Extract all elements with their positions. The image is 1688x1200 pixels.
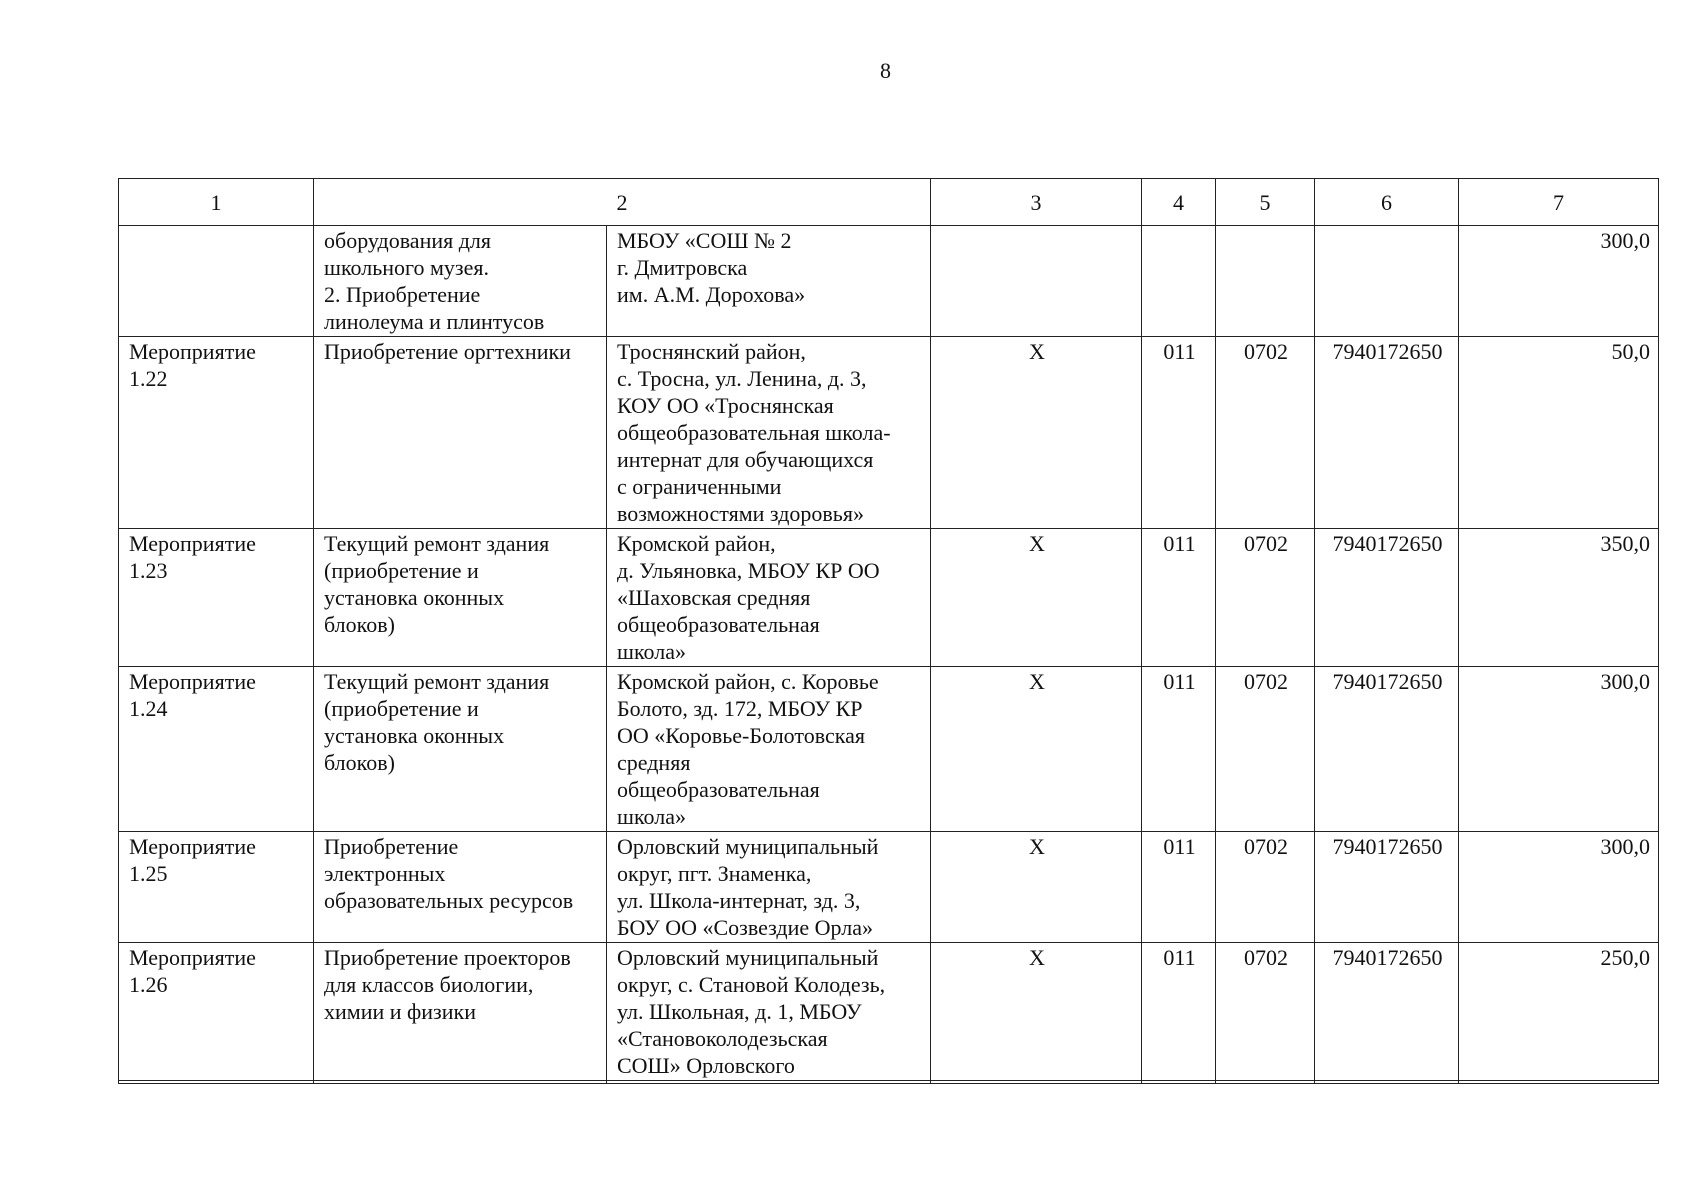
amount-cell: 300,0 bbox=[1459, 832, 1659, 943]
description-cell: оборудования для школьного музея. 2. Приобретение линолеума и плинтусов bbox=[314, 226, 607, 337]
col5-cell: 0702 bbox=[1216, 337, 1315, 529]
col5-cell bbox=[1216, 226, 1315, 337]
description-cell: Текущий ремонт здания (приобретение и установка оконных блоков) bbox=[314, 529, 607, 667]
description-cell: Приобретение электронных образовательных ресурсов bbox=[314, 832, 607, 943]
organization-cell: МБОУ «СОШ № 2 г. Дмитровска им. А.М. Дорохова» bbox=[607, 226, 931, 337]
col3-cell: X bbox=[931, 529, 1142, 667]
organization-cell: Орловский муниципальный округ, с. Становой Колодезь, ул. Школьная, д. 1, МБОУ «Становоколодезьская СОШ» Орловского bbox=[607, 943, 931, 1081]
header-col-4: 4 bbox=[1142, 179, 1216, 226]
col4-cell: 011 bbox=[1142, 667, 1216, 832]
col6-cell bbox=[1315, 226, 1459, 337]
page-number: 8 bbox=[880, 58, 891, 83]
amount-cell: 300,0 bbox=[1459, 226, 1659, 337]
col5-cell: 0702 bbox=[1216, 529, 1315, 667]
col4-cell: 011 bbox=[1142, 337, 1216, 529]
table-row bbox=[119, 832, 1659, 943]
col6-cell: 7940172650 bbox=[1315, 832, 1459, 943]
col4-cell bbox=[1142, 1081, 1216, 1084]
description-cell: Текущий ремонт здания (приобретение и установка оконных блоков) bbox=[314, 667, 607, 832]
col4-cell: 011 bbox=[1142, 529, 1216, 667]
col6-cell: 7940172650 bbox=[1315, 337, 1459, 529]
description-cell bbox=[314, 1081, 607, 1084]
header-col-1: 1 bbox=[119, 179, 314, 226]
organization-cell: Кромской район, с. Коровье Болото, зд. 172, МБОУ КР ОО «Коровье-Болотовская средняя общеобразовательная школа» bbox=[607, 667, 931, 832]
table-row bbox=[119, 529, 1659, 667]
amount-cell: 50,0 bbox=[1459, 337, 1659, 529]
table-row bbox=[119, 943, 1659, 1081]
organization-cell: Троснянский район, с. Тросна, ул. Ленина, д. 3, КОУ ОО «Троснянская общеобразовательная школа- интернат для обучающихся с ограниченными возможностями здоровья» bbox=[607, 337, 931, 529]
event-cell: Мероприятие 1.22 bbox=[119, 337, 314, 529]
header-col-2: 2 bbox=[314, 179, 931, 226]
amount-cell: 350,0 bbox=[1459, 529, 1659, 667]
header-col-6: 6 bbox=[1315, 179, 1459, 226]
header-col-7: 7 bbox=[1459, 179, 1659, 226]
event-cell: Мероприятие 1.25 bbox=[119, 832, 314, 943]
col5-cell: 0702 bbox=[1216, 667, 1315, 832]
col3-cell bbox=[931, 226, 1142, 337]
budget-table bbox=[118, 178, 1659, 1084]
amount-cell: 300,0 bbox=[1459, 667, 1659, 832]
col6-cell: 7940172650 bbox=[1315, 667, 1459, 832]
event-cell bbox=[119, 226, 314, 337]
amount-cell: 250,0 bbox=[1459, 943, 1659, 1081]
col6-cell: 7940172650 bbox=[1315, 943, 1459, 1081]
organization-cell: Орловский муниципальный округ, пгт. Знаменка, ул. Школа-интернат, зд. 3, БОУ ОО «Созвездие Орла» bbox=[607, 832, 931, 943]
header-col-5: 5 bbox=[1216, 179, 1315, 226]
col6-cell bbox=[1315, 1081, 1459, 1084]
col3-cell: X bbox=[931, 832, 1142, 943]
event-cell: Мероприятие 1.23 bbox=[119, 529, 314, 667]
col6-cell: 7940172650 bbox=[1315, 529, 1459, 667]
table-header-row bbox=[119, 179, 1659, 226]
header-col-3: 3 bbox=[931, 179, 1142, 226]
amount-cell bbox=[1459, 1081, 1659, 1084]
organization-cell bbox=[607, 1081, 931, 1084]
col3-cell: X bbox=[931, 667, 1142, 832]
event-cell bbox=[119, 1081, 314, 1084]
table-row bbox=[119, 226, 1659, 337]
table-row bbox=[119, 1081, 1659, 1084]
col5-cell: 0702 bbox=[1216, 943, 1315, 1081]
organization-cell: Кромской район, д. Ульяновка, МБОУ КР ОО «Шаховская средняя общеобразовательная школа» bbox=[607, 529, 931, 667]
description-cell: Приобретение оргтехники bbox=[314, 337, 607, 529]
description-cell: Приобретение проекторов для классов биологии, химии и физики bbox=[314, 943, 607, 1081]
col4-cell: 011 bbox=[1142, 943, 1216, 1081]
event-cell: Мероприятие 1.24 bbox=[119, 667, 314, 832]
event-cell: Мероприятие 1.26 bbox=[119, 943, 314, 1081]
col5-cell bbox=[1216, 1081, 1315, 1084]
col5-cell: 0702 bbox=[1216, 832, 1315, 943]
col4-cell bbox=[1142, 226, 1216, 337]
col3-cell: X bbox=[931, 337, 1142, 529]
table-row bbox=[119, 337, 1659, 529]
col4-cell: 011 bbox=[1142, 832, 1216, 943]
table-row bbox=[119, 667, 1659, 832]
col3-cell bbox=[931, 1081, 1142, 1084]
col3-cell: X bbox=[931, 943, 1142, 1081]
